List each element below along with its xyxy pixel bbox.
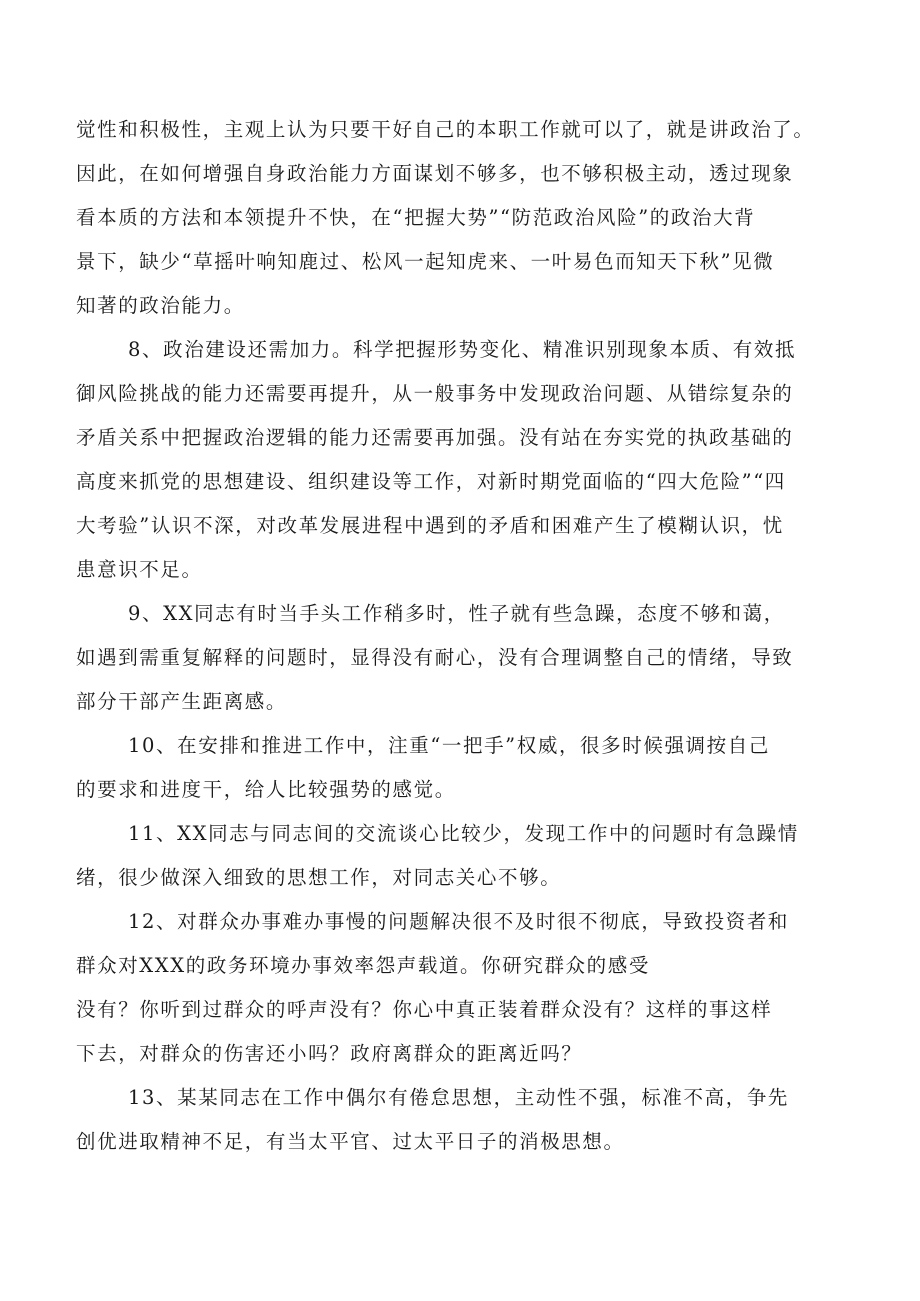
- text-line: 群众对XXX的政务环境办事效率怨声载道。你研究群众的感受: [76, 954, 650, 977]
- text-line: 御风险挑战的能力还需要再提升，从一般事务中发现政治问题、从错综复杂的: [76, 382, 794, 405]
- text-line: 知著的政治能力。: [76, 294, 245, 317]
- text-line: 的要求和进度干，给人比较强势的感觉。: [76, 778, 456, 801]
- text-line: 大考验”认识不深，对改革发展进程中遇到的矛盾和困难产生了模糊认识，忧: [76, 514, 784, 537]
- text-line: 如遇到需重复解释的问题时，显得没有耐心，没有合理调整自己的情绪，导致: [76, 646, 794, 669]
- text-line: 景下，缺少“草摇叶响知鹿过、松风一起知虎来、一叶易色而知天下秋”见微: [76, 250, 775, 273]
- text-line: 患意识不足。: [76, 558, 203, 581]
- text-line: 没有？你听到过群众的呼声没有？你心中真正装着群众没有？这样的事这样: [76, 998, 773, 1021]
- text-line: 看本质的方法和本领提升不快，在“把握大势”“防范政治风险”的政治大背: [76, 206, 756, 229]
- text-line: 矛盾关系中把握政治逻辑的能力还需要再加强。没有站在夯实党的执政基础的: [76, 426, 794, 449]
- text-line: 部分干部产生距离感。: [76, 690, 288, 713]
- paragraph-11-start: 11、XX同志与同志间的交流谈心比较少，发现工作中的问题时有急躁情: [128, 822, 799, 845]
- text-line: 下去，对群众的伤害还小吗？政府离群众的距离近吗？: [76, 1042, 583, 1065]
- text-line: 因此，在如何增强自身政治能力方面谋划不够多，也不够积极主动，透过现象: [76, 162, 794, 185]
- paragraph-12-start: 12、对群众办事难办事慢的问题解决很不及时很不彻底，导致投资者和: [128, 910, 790, 933]
- paragraph-9-start: 9、XX同志有时当手头工作稍多时，性子就有些急躁，态度不够和蔼，: [128, 602, 785, 625]
- text-line: 觉性和积极性，主观上认为只要干好自己的本职工作就可以了，就是讲政治了。: [76, 118, 815, 141]
- text-line: 绪，很少做深入细致的思想工作，对同志关心不够。: [76, 866, 562, 889]
- paragraph-10-start: 10、在安排和推进工作中，注重“一把手”权威，很多时候强调按自己: [128, 734, 770, 757]
- text-line: 创优进取精神不足，有当太平官、过太平日子的消极思想。: [76, 1130, 625, 1153]
- paragraph-8-start: 8、政治建设还需加力。科学把握形势变化、精准识别现象本质、有效抵: [128, 338, 797, 361]
- paragraph-13-start: 13、某某同志在工作中偶尔有倦怠思想，主动性不强，标准不高，争先: [128, 1086, 790, 1109]
- text-line: 高度来抓党的思想建设、组织建设等工作，对新时期党面临的“四大危险”“四: [76, 470, 786, 493]
